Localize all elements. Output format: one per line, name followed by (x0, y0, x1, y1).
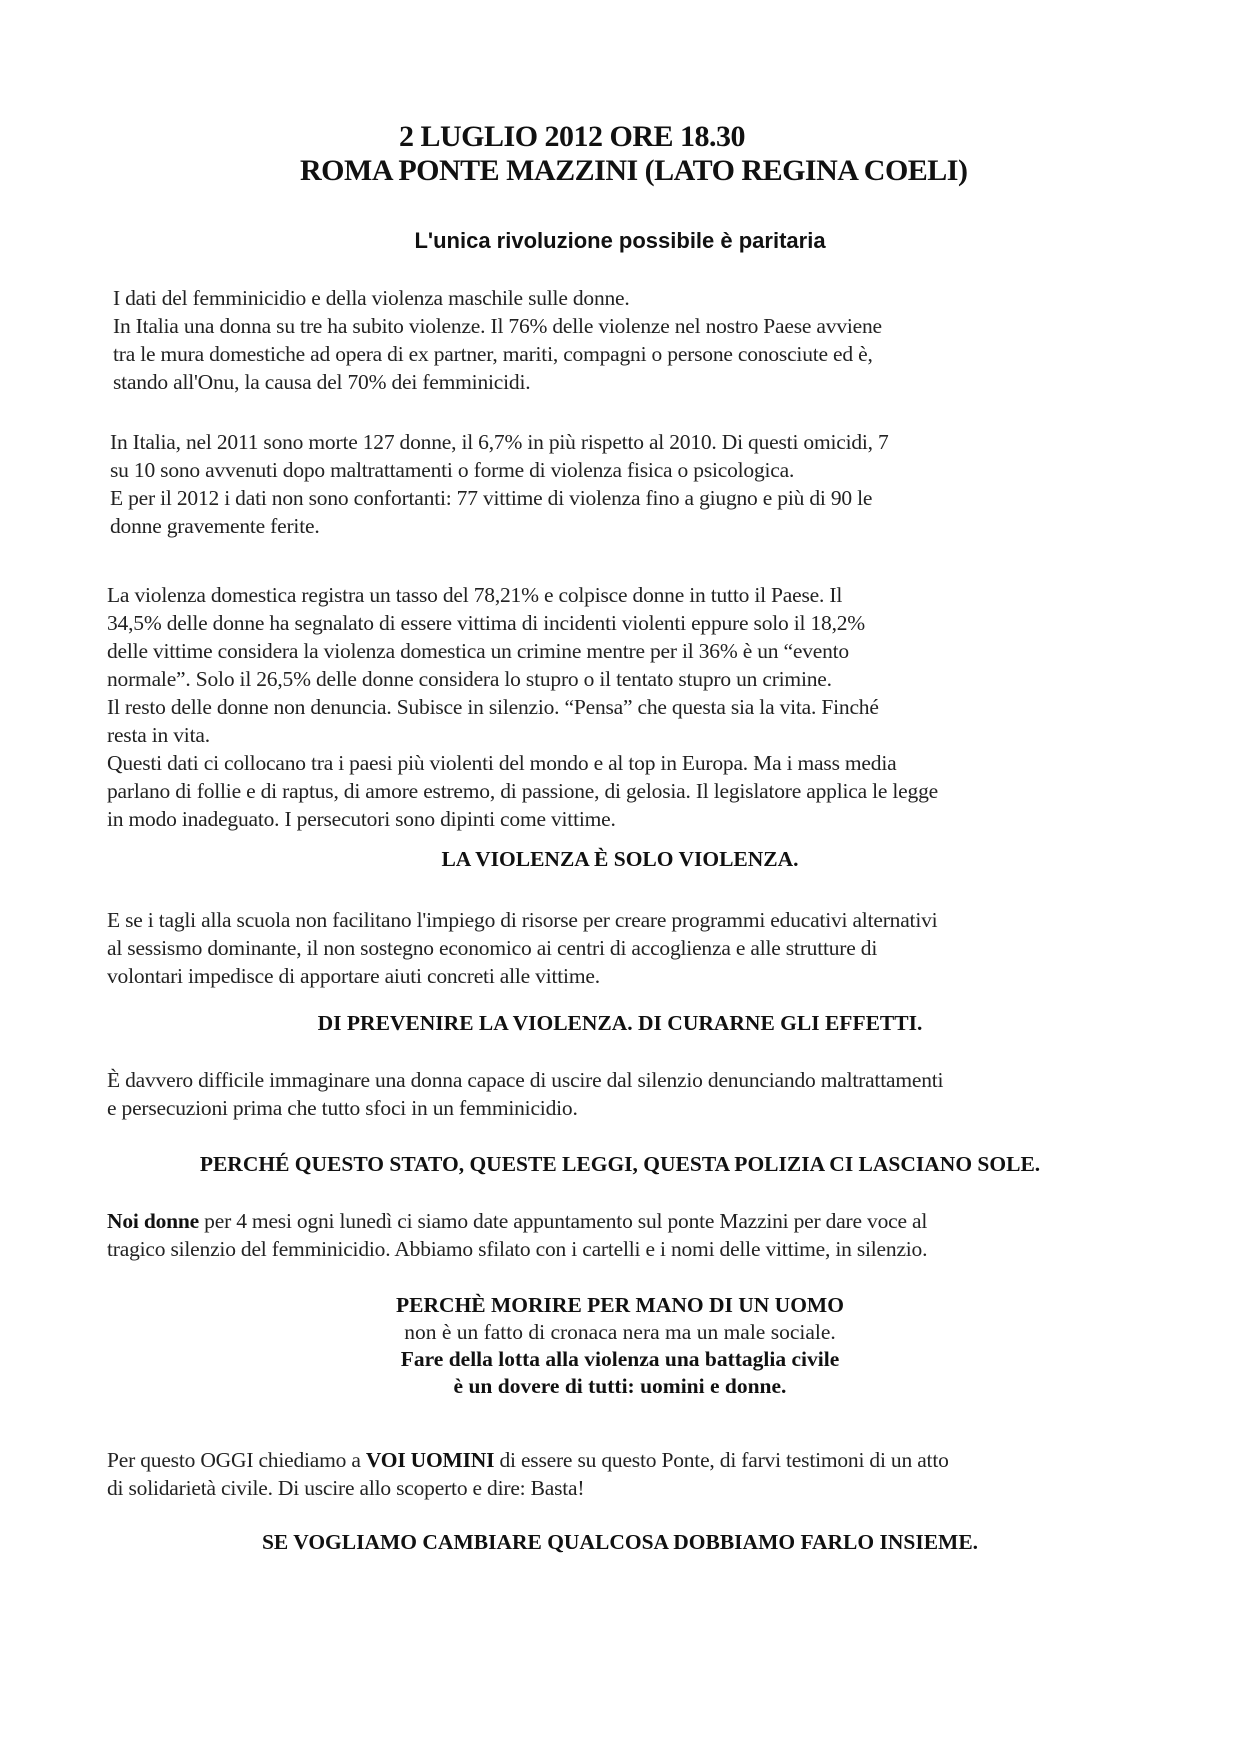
event-location: ROMA PONTE MAZZINI (LATO REGINA COELI) (300, 154, 968, 187)
text-line: delle vittime considera la violenza domestica un crimine mentre per il 36% è un “evento (107, 639, 849, 663)
final-heading: SE VOGLIAMO CAMBIARE QUALCOSA DOBBIAMO FARLO INSIEME. (261, 1530, 979, 1554)
subtitle: L'unica rivoluzione possibile è paritaria (414, 228, 826, 253)
text-line: Questi dati ci collocano tra i paesi più violenti del mondo e al top in Europa. Ma i mass media (107, 751, 897, 775)
heading-violence-is-violence: LA VIOLENZA È SOLO VIOLENZA. (441, 847, 799, 871)
text-span: di essere su questo Ponte, di farvi testimoni di un atto (494, 1448, 949, 1472)
text-line: I dati del femminicidio e della violenza maschile sulle donne. (113, 286, 630, 310)
text-line: al sessismo dominante, il non sostegno economico ai centri di accoglienza e alle strutture di (107, 936, 878, 960)
text-line: volontari impedisce di apportare aiuti concreti alle vittime. (107, 964, 600, 988)
bold-noi-donne: Noi donne (107, 1209, 199, 1233)
closing-line-bold: PERCHÈ MORIRE PER MANO DI UN UOMO (396, 1293, 844, 1317)
heading-state-leaves-alone: PERCHÉ QUESTO STATO, QUESTE LEGGI, QUESTA POLIZIA CI LASCIANO SOLE. (199, 1152, 1041, 1176)
text-line: 34,5% delle donne ha segnalato di essere vittima di incidenti violenti eppure solo il 18,2% (107, 611, 866, 635)
heading-prevent-violence: DI PREVENIRE LA VIOLENZA. DI CURARNE GLI EFFETTI. (317, 1011, 923, 1035)
text-line: stando all'Onu, la causa del 70% dei femminicidi. (113, 370, 531, 394)
text-line: donne gravemente ferite. (110, 514, 320, 538)
text-span: Per questo OGGI chiediamo a (107, 1448, 366, 1472)
text-line (107, 1448, 949, 1473)
text-line: È davvero difficile immaginare una donna capace di uscire dal silenzio denunciando maltrattamenti (107, 1068, 944, 1092)
text-line: su 10 sono avvenuti dopo maltrattamenti o forme di violenza fisica o psicologica. (110, 458, 795, 482)
closing-line: non è un fatto di cronaca nera ma un male sociale. (404, 1320, 836, 1344)
text-line: Il resto delle donne non denuncia. Subisce in silenzio. “Pensa” che questa sia la vita. Finché (107, 695, 879, 719)
closing-line-bold: Fare della lotta alla violenza una battaglia civile (400, 1347, 840, 1371)
text-line: parlano di follie e di raptus, di amore estremo, di passione, di gelosia. Il legislatore applica le legge (107, 779, 938, 803)
text-line: E per il 2012 i dati non sono confortanti: 77 vittime di violenza fino a giugno e più di 90 le (110, 486, 873, 510)
text-line: e persecuzioni prima che tutto sfoci in un femminicidio. (107, 1096, 578, 1120)
text-line: in modo inadeguato. I persecutori sono dipinti come vittime. (107, 807, 616, 831)
text-line (107, 1209, 927, 1234)
text-line: In Italia una donna su tre ha subito violenze. Il 76% delle violenze nel nostro Paese avviene (113, 314, 882, 338)
text-line: In Italia, nel 2011 sono morte 127 donne, il 6,7% in più rispetto al 2010. Di questi omicidi, 7 (110, 430, 889, 454)
text-line: di solidarietà civile. Di uscire allo scoperto e dire: Basta! (107, 1476, 585, 1500)
text-line: resta in vita. (107, 723, 210, 747)
closing-line-bold: è un dovere di tutti: uomini e donne. (453, 1374, 787, 1398)
text-span: per 4 mesi ogni lunedì ci siamo date appuntamento sul ponte Mazzini per dare voce al (199, 1209, 928, 1233)
bold-voi-uomini: VOI UOMINI (365, 1448, 495, 1472)
text-line: La violenza domestica registra un tasso del 78,21% e colpisce donne in tutto il Paese. Il (107, 583, 843, 607)
text-line: tra le mura domestiche ad opera di ex partner, mariti, compagni o persone conosciute ed è, (113, 342, 873, 366)
text-line: tragico silenzio del femminicidio. Abbiamo sfilato con i cartelli e i nomi delle vittime, in silenzio. (107, 1237, 928, 1261)
text-line: normale”. Solo il 26,5% delle donne considera lo stupro o il tentato stupro un crimine. (107, 667, 832, 691)
event-date-time: 2 LUGLIO 2012 ORE 18.30 (399, 120, 746, 153)
text-line: E se i tagli alla scuola non facilitano l'impiego di risorse per creare programmi educativi alternativi (107, 908, 938, 932)
